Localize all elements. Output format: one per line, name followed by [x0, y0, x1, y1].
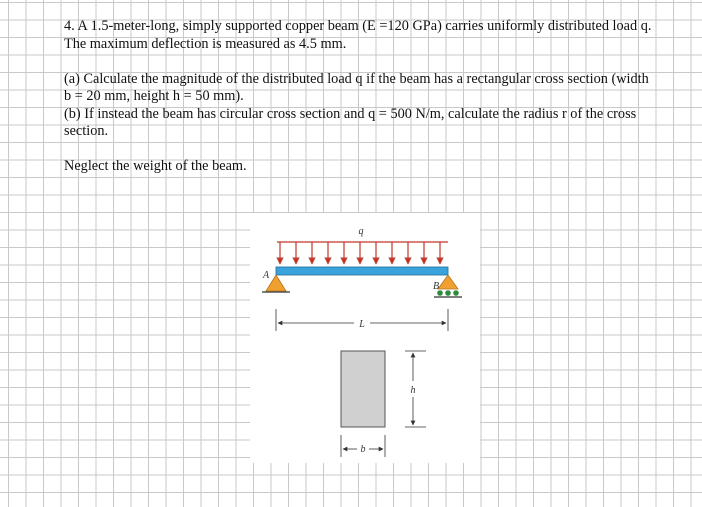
span-dimension [276, 309, 448, 331]
problem-part-a: (a) Calculate the magnitude of the distributed load q if the beam has a rectangular cross section (width b = 20 mm, height h = 50 mm). [64, 70, 649, 104]
support-b [433, 275, 462, 297]
beam-diagram [250, 213, 480, 463]
height-dimension [405, 351, 426, 427]
rectangular-cross-section [341, 351, 385, 427]
problem-part-b: (b) If instead the beam has circular cross section and q = 500 N/m, calculate the radius r of the cross section. [64, 105, 637, 139]
beam [276, 267, 448, 275]
height-label: h [410, 385, 416, 396]
distributed-load [277, 226, 448, 264]
problem-intro: 4. A 1.5-meter-long, simply supported copper beam (E =120 GPa) carries uniformly distributed load q. The maximum deflection is measured as 4.5 mm. [64, 18, 652, 52]
roller-support-triangle [438, 275, 458, 289]
problem-statement [64, 18, 656, 176]
load-label: q [358, 226, 364, 237]
roller-wheel [453, 290, 459, 296]
problem-note: Neglect the weight of the beam. [64, 158, 247, 174]
support-a-label: A [262, 270, 270, 281]
width-dimension [341, 435, 385, 457]
roller-wheel [445, 290, 451, 296]
support-b-label: B [432, 281, 440, 292]
span-label: L [359, 319, 365, 330]
beam-figure [250, 213, 480, 463]
width-label: b [360, 444, 366, 455]
